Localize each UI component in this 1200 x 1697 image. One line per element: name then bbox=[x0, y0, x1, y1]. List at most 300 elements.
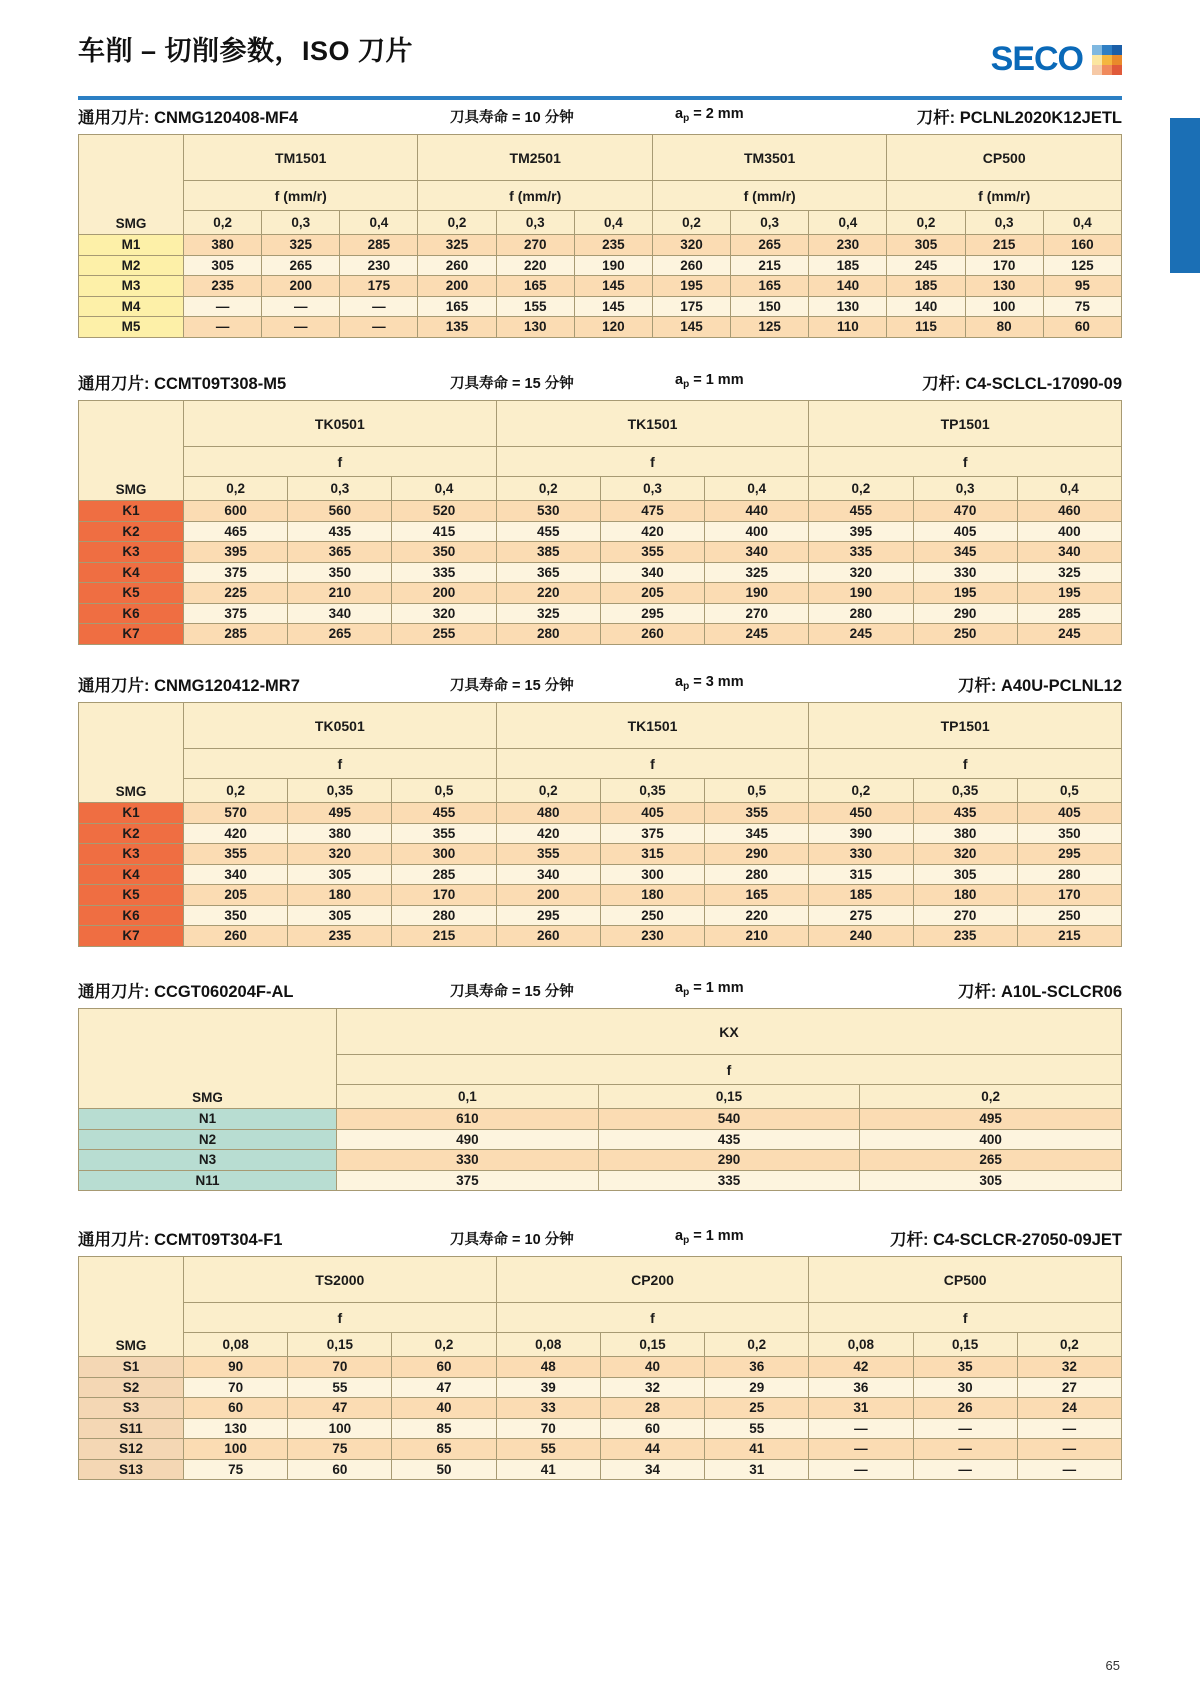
cutting-speed-cell: 455 bbox=[809, 501, 913, 522]
grade-label: TP1501 bbox=[809, 401, 1122, 447]
cutting-speed-cell: 355 bbox=[392, 823, 496, 844]
grade-header-row bbox=[79, 135, 1122, 181]
cutting-speed-cell: 330 bbox=[809, 844, 913, 865]
cutting-speed-cell: — bbox=[809, 1459, 913, 1480]
insert-designation: 通用刀片: CCGT060204F-AL bbox=[78, 983, 294, 1001]
cutting-speed-cell: 610 bbox=[337, 1109, 599, 1130]
cutting-speed-cell: 375 bbox=[184, 562, 288, 583]
smg-group-cell: K4 bbox=[79, 864, 184, 885]
cutting-speed-cell: — bbox=[262, 296, 340, 317]
cutting-speed-cell: 170 bbox=[1017, 885, 1121, 906]
smg-group-cell: K5 bbox=[79, 583, 184, 604]
cutting-speed-cell: 70 bbox=[496, 1418, 600, 1439]
cutting-speed-cell: 365 bbox=[496, 562, 600, 583]
smg-group-cell: K1 bbox=[79, 501, 184, 522]
tool-life: 刀具寿命 = 10 分钟 bbox=[450, 1232, 574, 1248]
cutting-speed-cell: 30 bbox=[913, 1377, 1017, 1398]
table-row bbox=[79, 1150, 1122, 1171]
cutting-speed-cell: 120 bbox=[574, 317, 652, 338]
cutting-speed-cell: — bbox=[913, 1439, 1017, 1460]
brand-swatch bbox=[1102, 45, 1112, 55]
cutting-speed-cell: 175 bbox=[652, 296, 730, 317]
cutting-speed-cell: 35 bbox=[913, 1357, 1017, 1378]
cutting-speed-cell: 245 bbox=[809, 624, 913, 645]
cutting-speed-cell: 40 bbox=[392, 1398, 496, 1419]
cutting-speed-cell: 540 bbox=[598, 1109, 860, 1130]
table-row bbox=[79, 1357, 1122, 1378]
feed-value-row bbox=[79, 211, 1122, 235]
cutting-speed-cell: 60 bbox=[1043, 317, 1121, 338]
brand-swatch bbox=[1112, 55, 1122, 65]
table-corner-cell: SMG bbox=[79, 1009, 337, 1109]
cutting-speed-cell: 165 bbox=[731, 276, 809, 297]
feed-unit-label: f bbox=[809, 749, 1122, 779]
cutting-speed-cell: 400 bbox=[1017, 521, 1121, 542]
grade-label: TK0501 bbox=[184, 703, 497, 749]
feed-unit-label: f (mm/r) bbox=[652, 181, 886, 211]
param-section-1 bbox=[78, 104, 1122, 338]
cutting-speed-cell: 185 bbox=[809, 255, 887, 276]
feed-unit-label: f bbox=[809, 447, 1122, 477]
page-header bbox=[78, 36, 1122, 98]
feed-value-label: 0,5 bbox=[705, 779, 809, 803]
smg-group-cell: S2 bbox=[79, 1377, 184, 1398]
cutting-speed-cell: 150 bbox=[731, 296, 809, 317]
cutting-speed-cell: 140 bbox=[809, 276, 887, 297]
cutting-speed-cell: 40 bbox=[600, 1357, 704, 1378]
feed-value-label: 0,3 bbox=[262, 211, 340, 235]
smg-group-cell: S1 bbox=[79, 1357, 184, 1378]
smg-group-cell: K3 bbox=[79, 542, 184, 563]
cutting-speed-cell: 215 bbox=[731, 255, 809, 276]
brand-wordmark: SECO bbox=[990, 40, 1083, 78]
cutting-speed-cell: 185 bbox=[887, 276, 965, 297]
table-row bbox=[79, 603, 1122, 624]
cutting-speed-cell: 195 bbox=[913, 583, 1017, 604]
table-row bbox=[79, 864, 1122, 885]
cutting-speed-cell: 220 bbox=[705, 905, 809, 926]
grade-label: TM1501 bbox=[184, 135, 418, 181]
cutting-speed-cell: 32 bbox=[600, 1377, 704, 1398]
cutting-speed-cell: 340 bbox=[288, 603, 392, 624]
cutting-speed-cell: 220 bbox=[496, 255, 574, 276]
feed-unit-row bbox=[79, 447, 1122, 477]
feed-value-label: 0,15 bbox=[913, 1333, 1017, 1357]
cutting-speed-cell: 435 bbox=[288, 521, 392, 542]
cutting-speed-cell: 355 bbox=[184, 844, 288, 865]
cutting-speed-cell: 270 bbox=[705, 603, 809, 624]
tool-holder: 刀杆: A40U-PCLNL12 bbox=[957, 677, 1122, 695]
cutting-speed-cell: 31 bbox=[809, 1398, 913, 1419]
cutting-speed-cell: 375 bbox=[184, 603, 288, 624]
cutting-speed-cell: 435 bbox=[598, 1129, 860, 1150]
cutting-speed-cell: 60 bbox=[392, 1357, 496, 1378]
table-row bbox=[79, 885, 1122, 906]
cutting-speed-cell: 44 bbox=[600, 1439, 704, 1460]
cutting-speed-cell: 340 bbox=[184, 864, 288, 885]
cutting-speed-cell: 200 bbox=[262, 276, 340, 297]
cutting-speed-cell: 75 bbox=[288, 1439, 392, 1460]
cutting-speed-cell: 380 bbox=[288, 823, 392, 844]
table-corner-cell: SMG bbox=[79, 135, 184, 235]
cutting-speed-cell: 490 bbox=[337, 1129, 599, 1150]
cutting-speed-cell: 36 bbox=[705, 1357, 809, 1378]
table-row bbox=[79, 823, 1122, 844]
insert-designation: 通用刀片: CCMT09T308-M5 bbox=[78, 375, 287, 393]
cutting-speed-cell: 280 bbox=[392, 905, 496, 926]
cutting-speed-cell: 320 bbox=[392, 603, 496, 624]
cutting-speed-cell: 235 bbox=[913, 926, 1017, 947]
cutting-speed-cell: 235 bbox=[288, 926, 392, 947]
cutting-speed-cell: 145 bbox=[574, 276, 652, 297]
cutting-speed-cell: 47 bbox=[392, 1377, 496, 1398]
cutting-speed-cell: 285 bbox=[340, 235, 418, 256]
cutting-speed-cell: 48 bbox=[496, 1357, 600, 1378]
seco-logo bbox=[991, 40, 1122, 79]
table-row bbox=[79, 803, 1122, 824]
cutting-speed-cell: 190 bbox=[574, 255, 652, 276]
tool-holder: 刀杆: C4-SCLCL-17090-09 bbox=[922, 375, 1122, 393]
cutting-speed-cell: 33 bbox=[496, 1398, 600, 1419]
cutting-speed-cell: 260 bbox=[418, 255, 496, 276]
cutting-speed-cell: 165 bbox=[705, 885, 809, 906]
cutting-speed-cell: 100 bbox=[288, 1418, 392, 1439]
param-section-4 bbox=[78, 978, 1122, 1191]
table-row bbox=[79, 276, 1122, 297]
cutting-speed-cell: 455 bbox=[496, 521, 600, 542]
cutting-speed-cell: 305 bbox=[913, 864, 1017, 885]
cutting-speed-cell: 440 bbox=[705, 501, 809, 522]
brand-swatch bbox=[1092, 55, 1102, 65]
feed-value-label: 0,2 bbox=[184, 211, 262, 235]
table-row bbox=[79, 235, 1122, 256]
feed-value-label: 0,2 bbox=[418, 211, 496, 235]
cutting-speed-cell: 85 bbox=[392, 1418, 496, 1439]
brand-swatch bbox=[1102, 65, 1112, 75]
feed-value-label: 0,3 bbox=[496, 211, 574, 235]
cutting-speed-cell: 250 bbox=[913, 624, 1017, 645]
cutting-speed-cell: 130 bbox=[809, 296, 887, 317]
cutting-speed-cell: 480 bbox=[496, 803, 600, 824]
smg-group-cell: K3 bbox=[79, 844, 184, 865]
cutting-speed-cell: 29 bbox=[705, 1377, 809, 1398]
feed-value-label: 0,2 bbox=[496, 779, 600, 803]
feed-value-label: 0,2 bbox=[809, 477, 913, 501]
cutting-speed-cell: 355 bbox=[496, 844, 600, 865]
table-corner-cell: SMG bbox=[79, 1257, 184, 1357]
cutting-speed-cell: 335 bbox=[392, 562, 496, 583]
table-row bbox=[79, 844, 1122, 865]
feed-value-row bbox=[79, 1333, 1122, 1357]
cutting-speed-cell: 210 bbox=[288, 583, 392, 604]
cutting-speed-cell: 55 bbox=[496, 1439, 600, 1460]
table-row bbox=[79, 317, 1122, 338]
cutting-speed-cell: 70 bbox=[288, 1357, 392, 1378]
cutting-speed-cell: 145 bbox=[652, 317, 730, 338]
cutting-speed-cell: 230 bbox=[809, 235, 887, 256]
section-heading bbox=[78, 370, 1122, 400]
feed-value-label: 0,3 bbox=[731, 211, 809, 235]
table-row bbox=[79, 1129, 1122, 1150]
cutting-speed-cell: 185 bbox=[809, 885, 913, 906]
cutting-speed-cell: 32 bbox=[1017, 1357, 1121, 1378]
table-row bbox=[79, 501, 1122, 522]
cutting-speed-cell: 270 bbox=[913, 905, 1017, 926]
cutting-speed-cell: — bbox=[1017, 1418, 1121, 1439]
grade-header-row bbox=[79, 1257, 1122, 1303]
table-row bbox=[79, 1377, 1122, 1398]
cutting-speed-cell: 335 bbox=[598, 1170, 860, 1191]
cutting-speed-cell: 300 bbox=[600, 864, 704, 885]
cutting-speed-cell: 305 bbox=[184, 255, 262, 276]
cutting-speed-cell: 27 bbox=[1017, 1377, 1121, 1398]
cutting-speed-cell: 600 bbox=[184, 501, 288, 522]
cutting-speed-cell: 405 bbox=[1017, 803, 1121, 824]
smg-group-cell: S11 bbox=[79, 1418, 184, 1439]
cutting-speed-cell: 395 bbox=[184, 542, 288, 563]
depth-of-cut: $a_p = 2$ mm bbox=[675, 106, 744, 124]
table-row bbox=[79, 1418, 1122, 1439]
smg-group-cell: M2 bbox=[79, 255, 184, 276]
feed-value-label: 0,4 bbox=[340, 211, 418, 235]
cutting-speed-cell: 60 bbox=[184, 1398, 288, 1419]
smg-group-cell: M5 bbox=[79, 317, 184, 338]
cutting-speed-cell: 320 bbox=[652, 235, 730, 256]
feed-value-label: 0,2 bbox=[392, 1333, 496, 1357]
cutting-speed-cell: 195 bbox=[652, 276, 730, 297]
cutting-speed-cell: 460 bbox=[1017, 501, 1121, 522]
cutting-speed-cell: 36 bbox=[809, 1377, 913, 1398]
feed-unit-label: f bbox=[496, 447, 809, 477]
table-row bbox=[79, 583, 1122, 604]
table-corner-cell: SMG bbox=[79, 703, 184, 803]
feed-value-row bbox=[79, 779, 1122, 803]
feed-value-label: 0,4 bbox=[1017, 477, 1121, 501]
grade-label: CP500 bbox=[809, 1257, 1122, 1303]
grade-label: TM3501 bbox=[652, 135, 886, 181]
cutting-speed-cell: 520 bbox=[392, 501, 496, 522]
feed-value-label: 0,2 bbox=[1017, 1333, 1121, 1357]
grade-label: TK0501 bbox=[184, 401, 497, 447]
grade-label: TP1501 bbox=[809, 703, 1122, 749]
section-heading bbox=[78, 104, 1122, 134]
feed-unit-label: f bbox=[809, 1303, 1122, 1333]
table-row bbox=[79, 1398, 1122, 1419]
cutting-speed-cell: 215 bbox=[392, 926, 496, 947]
cutting-speed-cell: 180 bbox=[600, 885, 704, 906]
cutting-speed-cell: — bbox=[809, 1439, 913, 1460]
cutting-speed-cell: 260 bbox=[652, 255, 730, 276]
table-row bbox=[79, 1459, 1122, 1480]
cutting-speed-cell: 55 bbox=[705, 1418, 809, 1439]
cutting-speed-cell: 180 bbox=[288, 885, 392, 906]
depth-of-cut: $a_p = 1$ mm bbox=[675, 372, 744, 390]
feed-unit-label: f bbox=[184, 1303, 497, 1333]
cutting-speed-cell: — bbox=[184, 296, 262, 317]
cutting-speed-cell: 265 bbox=[860, 1150, 1122, 1171]
cutting-speed-cell: 350 bbox=[184, 905, 288, 926]
cutting-speed-cell: 50 bbox=[392, 1459, 496, 1480]
cutting-speed-cell: 140 bbox=[887, 296, 965, 317]
cutting-data-table bbox=[78, 1256, 1122, 1480]
cutting-speed-cell: 175 bbox=[340, 276, 418, 297]
cutting-speed-cell: 465 bbox=[184, 521, 288, 542]
feed-value-label: 0,15 bbox=[288, 1333, 392, 1357]
cutting-speed-cell: 42 bbox=[809, 1357, 913, 1378]
cutting-speed-cell: 320 bbox=[288, 844, 392, 865]
cutting-speed-cell: — bbox=[1017, 1459, 1121, 1480]
feed-value-label: 0,3 bbox=[288, 477, 392, 501]
feed-value-label: 0,08 bbox=[496, 1333, 600, 1357]
cutting-data-table bbox=[78, 702, 1122, 947]
cutting-speed-cell: 390 bbox=[809, 823, 913, 844]
feed-value-label: 0,15 bbox=[598, 1085, 860, 1109]
cutting-speed-cell: 47 bbox=[288, 1398, 392, 1419]
cutting-speed-cell: 240 bbox=[809, 926, 913, 947]
cutting-speed-cell: 90 bbox=[184, 1357, 288, 1378]
cutting-speed-cell: 455 bbox=[392, 803, 496, 824]
cutting-speed-cell: 355 bbox=[600, 542, 704, 563]
cutting-speed-cell: 330 bbox=[337, 1150, 599, 1171]
section-heading bbox=[78, 1226, 1122, 1256]
cutting-speed-cell: 285 bbox=[1017, 603, 1121, 624]
cutting-speed-cell: 265 bbox=[262, 255, 340, 276]
grade-label: CP200 bbox=[496, 1257, 809, 1303]
insert-designation: 通用刀片: CCMT09T304-F1 bbox=[78, 1231, 283, 1249]
cutting-speed-cell: 420 bbox=[184, 823, 288, 844]
cutting-speed-cell: 25 bbox=[705, 1398, 809, 1419]
grade-header-row bbox=[79, 1009, 1122, 1055]
cutting-speed-cell: 100 bbox=[184, 1439, 288, 1460]
cutting-speed-cell: 230 bbox=[340, 255, 418, 276]
cutting-speed-cell: 400 bbox=[705, 521, 809, 542]
cutting-speed-cell: 305 bbox=[860, 1170, 1122, 1191]
cutting-speed-cell: 280 bbox=[1017, 864, 1121, 885]
cutting-speed-cell: 24 bbox=[1017, 1398, 1121, 1419]
cutting-speed-cell: 130 bbox=[965, 276, 1043, 297]
cutting-speed-cell: 380 bbox=[184, 235, 262, 256]
cutting-speed-cell: 435 bbox=[913, 803, 1017, 824]
cutting-speed-cell: 280 bbox=[496, 624, 600, 645]
cutting-speed-cell: 355 bbox=[705, 803, 809, 824]
feed-value-label: 0,3 bbox=[913, 477, 1017, 501]
table-row bbox=[79, 624, 1122, 645]
cutting-speed-cell: 305 bbox=[288, 905, 392, 926]
smg-group-cell: N2 bbox=[79, 1129, 337, 1150]
cutting-data-table bbox=[78, 134, 1122, 338]
tool-life: 刀具寿命 = 15 分钟 bbox=[450, 678, 574, 694]
table-row bbox=[79, 562, 1122, 583]
cutting-speed-cell: 145 bbox=[574, 296, 652, 317]
feed-value-label: 0,08 bbox=[184, 1333, 288, 1357]
grade-label: CP500 bbox=[887, 135, 1122, 181]
cutting-speed-cell: 375 bbox=[600, 823, 704, 844]
cutting-speed-cell: 340 bbox=[600, 562, 704, 583]
feed-unit-label: f bbox=[184, 749, 497, 779]
cutting-speed-cell: 235 bbox=[574, 235, 652, 256]
brand-color-grid-icon bbox=[1092, 45, 1122, 75]
grade-label: TK1501 bbox=[496, 703, 809, 749]
param-section-2 bbox=[78, 370, 1122, 645]
grade-label: TK1501 bbox=[496, 401, 809, 447]
cutting-speed-cell: 200 bbox=[496, 885, 600, 906]
feed-unit-label: f bbox=[496, 1303, 809, 1333]
section-heading bbox=[78, 978, 1122, 1008]
feed-value-label: 0,2 bbox=[860, 1085, 1122, 1109]
feed-value-label: 0,2 bbox=[496, 477, 600, 501]
table-row bbox=[79, 1170, 1122, 1191]
smg-group-cell: S12 bbox=[79, 1439, 184, 1460]
tool-life: 刀具寿命 = 15 分钟 bbox=[450, 984, 574, 1000]
cutting-speed-cell: 315 bbox=[809, 864, 913, 885]
cutting-speed-cell: 205 bbox=[600, 583, 704, 604]
feed-value-label: 0,5 bbox=[392, 779, 496, 803]
cutting-speed-cell: 570 bbox=[184, 803, 288, 824]
cutting-speed-cell: 195 bbox=[1017, 583, 1121, 604]
cutting-speed-cell: 350 bbox=[392, 542, 496, 563]
feed-value-label: 0,35 bbox=[913, 779, 1017, 803]
cutting-speed-cell: 280 bbox=[809, 603, 913, 624]
cutting-speed-cell: 160 bbox=[1043, 235, 1121, 256]
cutting-speed-cell: 225 bbox=[184, 583, 288, 604]
param-section-3 bbox=[78, 672, 1122, 947]
cutting-speed-cell: 405 bbox=[600, 803, 704, 824]
cutting-speed-cell: 125 bbox=[731, 317, 809, 338]
cutting-speed-cell: 31 bbox=[705, 1459, 809, 1480]
cutting-speed-cell: 250 bbox=[1017, 905, 1121, 926]
tool-holder: 刀杆: A10L-SCLCR06 bbox=[957, 983, 1122, 1001]
feed-value-label: 0,35 bbox=[288, 779, 392, 803]
cutting-speed-cell: 41 bbox=[496, 1459, 600, 1480]
cutting-speed-cell: 350 bbox=[1017, 823, 1121, 844]
cutting-speed-cell: 115 bbox=[887, 317, 965, 338]
cutting-speed-cell: 420 bbox=[600, 521, 704, 542]
cutting-speed-cell: 100 bbox=[965, 296, 1043, 317]
cutting-speed-cell: 325 bbox=[262, 235, 340, 256]
table-row bbox=[79, 542, 1122, 563]
cutting-speed-cell: 95 bbox=[1043, 276, 1121, 297]
cutting-speed-cell: 470 bbox=[913, 501, 1017, 522]
cutting-speed-cell: 245 bbox=[1017, 624, 1121, 645]
cutting-speed-cell: 205 bbox=[184, 885, 288, 906]
cutting-speed-cell: 55 bbox=[288, 1377, 392, 1398]
cutting-speed-cell: — bbox=[913, 1418, 1017, 1439]
grade-header-row bbox=[79, 401, 1122, 447]
section-side-tab bbox=[1170, 118, 1200, 273]
table-row bbox=[79, 521, 1122, 542]
feed-value-label: 0,5 bbox=[1017, 779, 1121, 803]
cutting-speed-cell: 305 bbox=[288, 864, 392, 885]
cutting-speed-cell: 255 bbox=[392, 624, 496, 645]
cutting-speed-cell: — bbox=[809, 1418, 913, 1439]
grade-label: TM2501 bbox=[418, 135, 652, 181]
feed-unit-row bbox=[79, 181, 1122, 211]
smg-group-cell: M4 bbox=[79, 296, 184, 317]
feed-value-label: 0,2 bbox=[184, 477, 288, 501]
cutting-speed-cell: 345 bbox=[913, 542, 1017, 563]
cutting-speed-cell: 290 bbox=[705, 844, 809, 865]
feed-value-label: 0,1 bbox=[337, 1085, 599, 1109]
cutting-speed-cell: 215 bbox=[1017, 926, 1121, 947]
feed-unit-label: f bbox=[184, 447, 497, 477]
cutting-speed-cell: 300 bbox=[392, 844, 496, 865]
cutting-speed-cell: 325 bbox=[418, 235, 496, 256]
cutting-speed-cell: 75 bbox=[184, 1459, 288, 1480]
cutting-speed-cell: — bbox=[184, 317, 262, 338]
smg-group-cell: K7 bbox=[79, 926, 184, 947]
cutting-speed-cell: 75 bbox=[1043, 296, 1121, 317]
cutting-speed-cell: 135 bbox=[418, 317, 496, 338]
